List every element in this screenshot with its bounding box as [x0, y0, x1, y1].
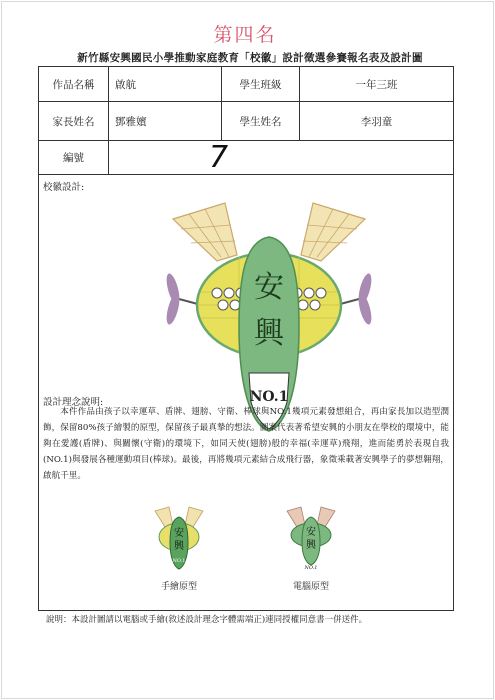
work-name-value: 啟航 [109, 67, 222, 101]
label-class: 學生班級 [222, 67, 300, 101]
left-wing-icon [173, 203, 237, 261]
registration-form [38, 66, 454, 611]
school-logo [159, 197, 379, 437]
concept-section-label: 設計理念說明: [43, 397, 104, 408]
label-student: 學生姓名 [222, 102, 300, 140]
hand-char-bottom: 興 [174, 541, 184, 552]
computer-char-bottom: 興 [306, 540, 316, 551]
label-work-name: 作品名稱 [39, 67, 109, 101]
prototype-computer [271, 505, 351, 592]
computer-badge-text: NO.1 [304, 565, 318, 571]
footnote: 說明：本設計圖請以電腦或手繪(敘述設計理念字體需端正)連同授權同意書一併送件。 [46, 615, 368, 625]
computer-prototype-caption: 電腦原型 [292, 582, 329, 592]
logo-section-label: 校徽設計: [43, 182, 85, 193]
right-wing-icon [301, 203, 365, 261]
concept-text-block [43, 404, 449, 484]
serial-number: 7 [209, 140, 229, 175]
hand-prototype-caption: 手繪原型 [160, 582, 197, 592]
form-row-work [39, 67, 453, 102]
logo-char-bottom: 興 [254, 316, 284, 351]
parent-name-value: 鄧雅嬪 [109, 102, 222, 140]
form-title: 新竹縣安興國民小學推動家庭教育「校徽」設計徵選參賽報名表及設計圖 [77, 52, 423, 64]
label-parent: 家長姓名 [39, 102, 109, 140]
rank-handwritten: 第四名 [213, 24, 277, 46]
hand-badge-text: NO.1 [172, 558, 186, 564]
student-name-value: 李羽童 [360, 115, 393, 128]
computer-prototype-image [281, 505, 341, 571]
class-value: 一年三班 [355, 78, 398, 91]
logo-char-top: 安 [254, 270, 284, 305]
label-serial: 編號 [39, 141, 109, 174]
prototype-hand [139, 505, 219, 592]
concept-text: 本件作品由孩子以幸運草、盾牌、翅膀、守衛、棒球與NO.1幾項元素發想組合，再由家長加以造型潤飾，保留80%孩子繪製的原型，保留孩子最真摯的想法。圖案代表著希望安興的小朋友在學校的環境中，能夠在愛護(盾牌)、與關懷(守衛)的環境下，如同天使(翅膀)般的幸福(幸運草)飛翔，進而能勇於表現自我(NO.1)與發展各種運動項目(棒球)。最後，再將幾項元素結合成飛行器，象徵乘載著安興學子的夢想翱翔，啟航千里。 [43, 407, 449, 481]
form-row-names [39, 102, 453, 141]
hand-char-top: 安 [174, 528, 184, 539]
hand-prototype-image [149, 505, 209, 571]
form-row-serial [39, 141, 453, 175]
computer-char-top: 安 [306, 527, 316, 538]
logo-badge-text: NO.1 [249, 389, 289, 405]
